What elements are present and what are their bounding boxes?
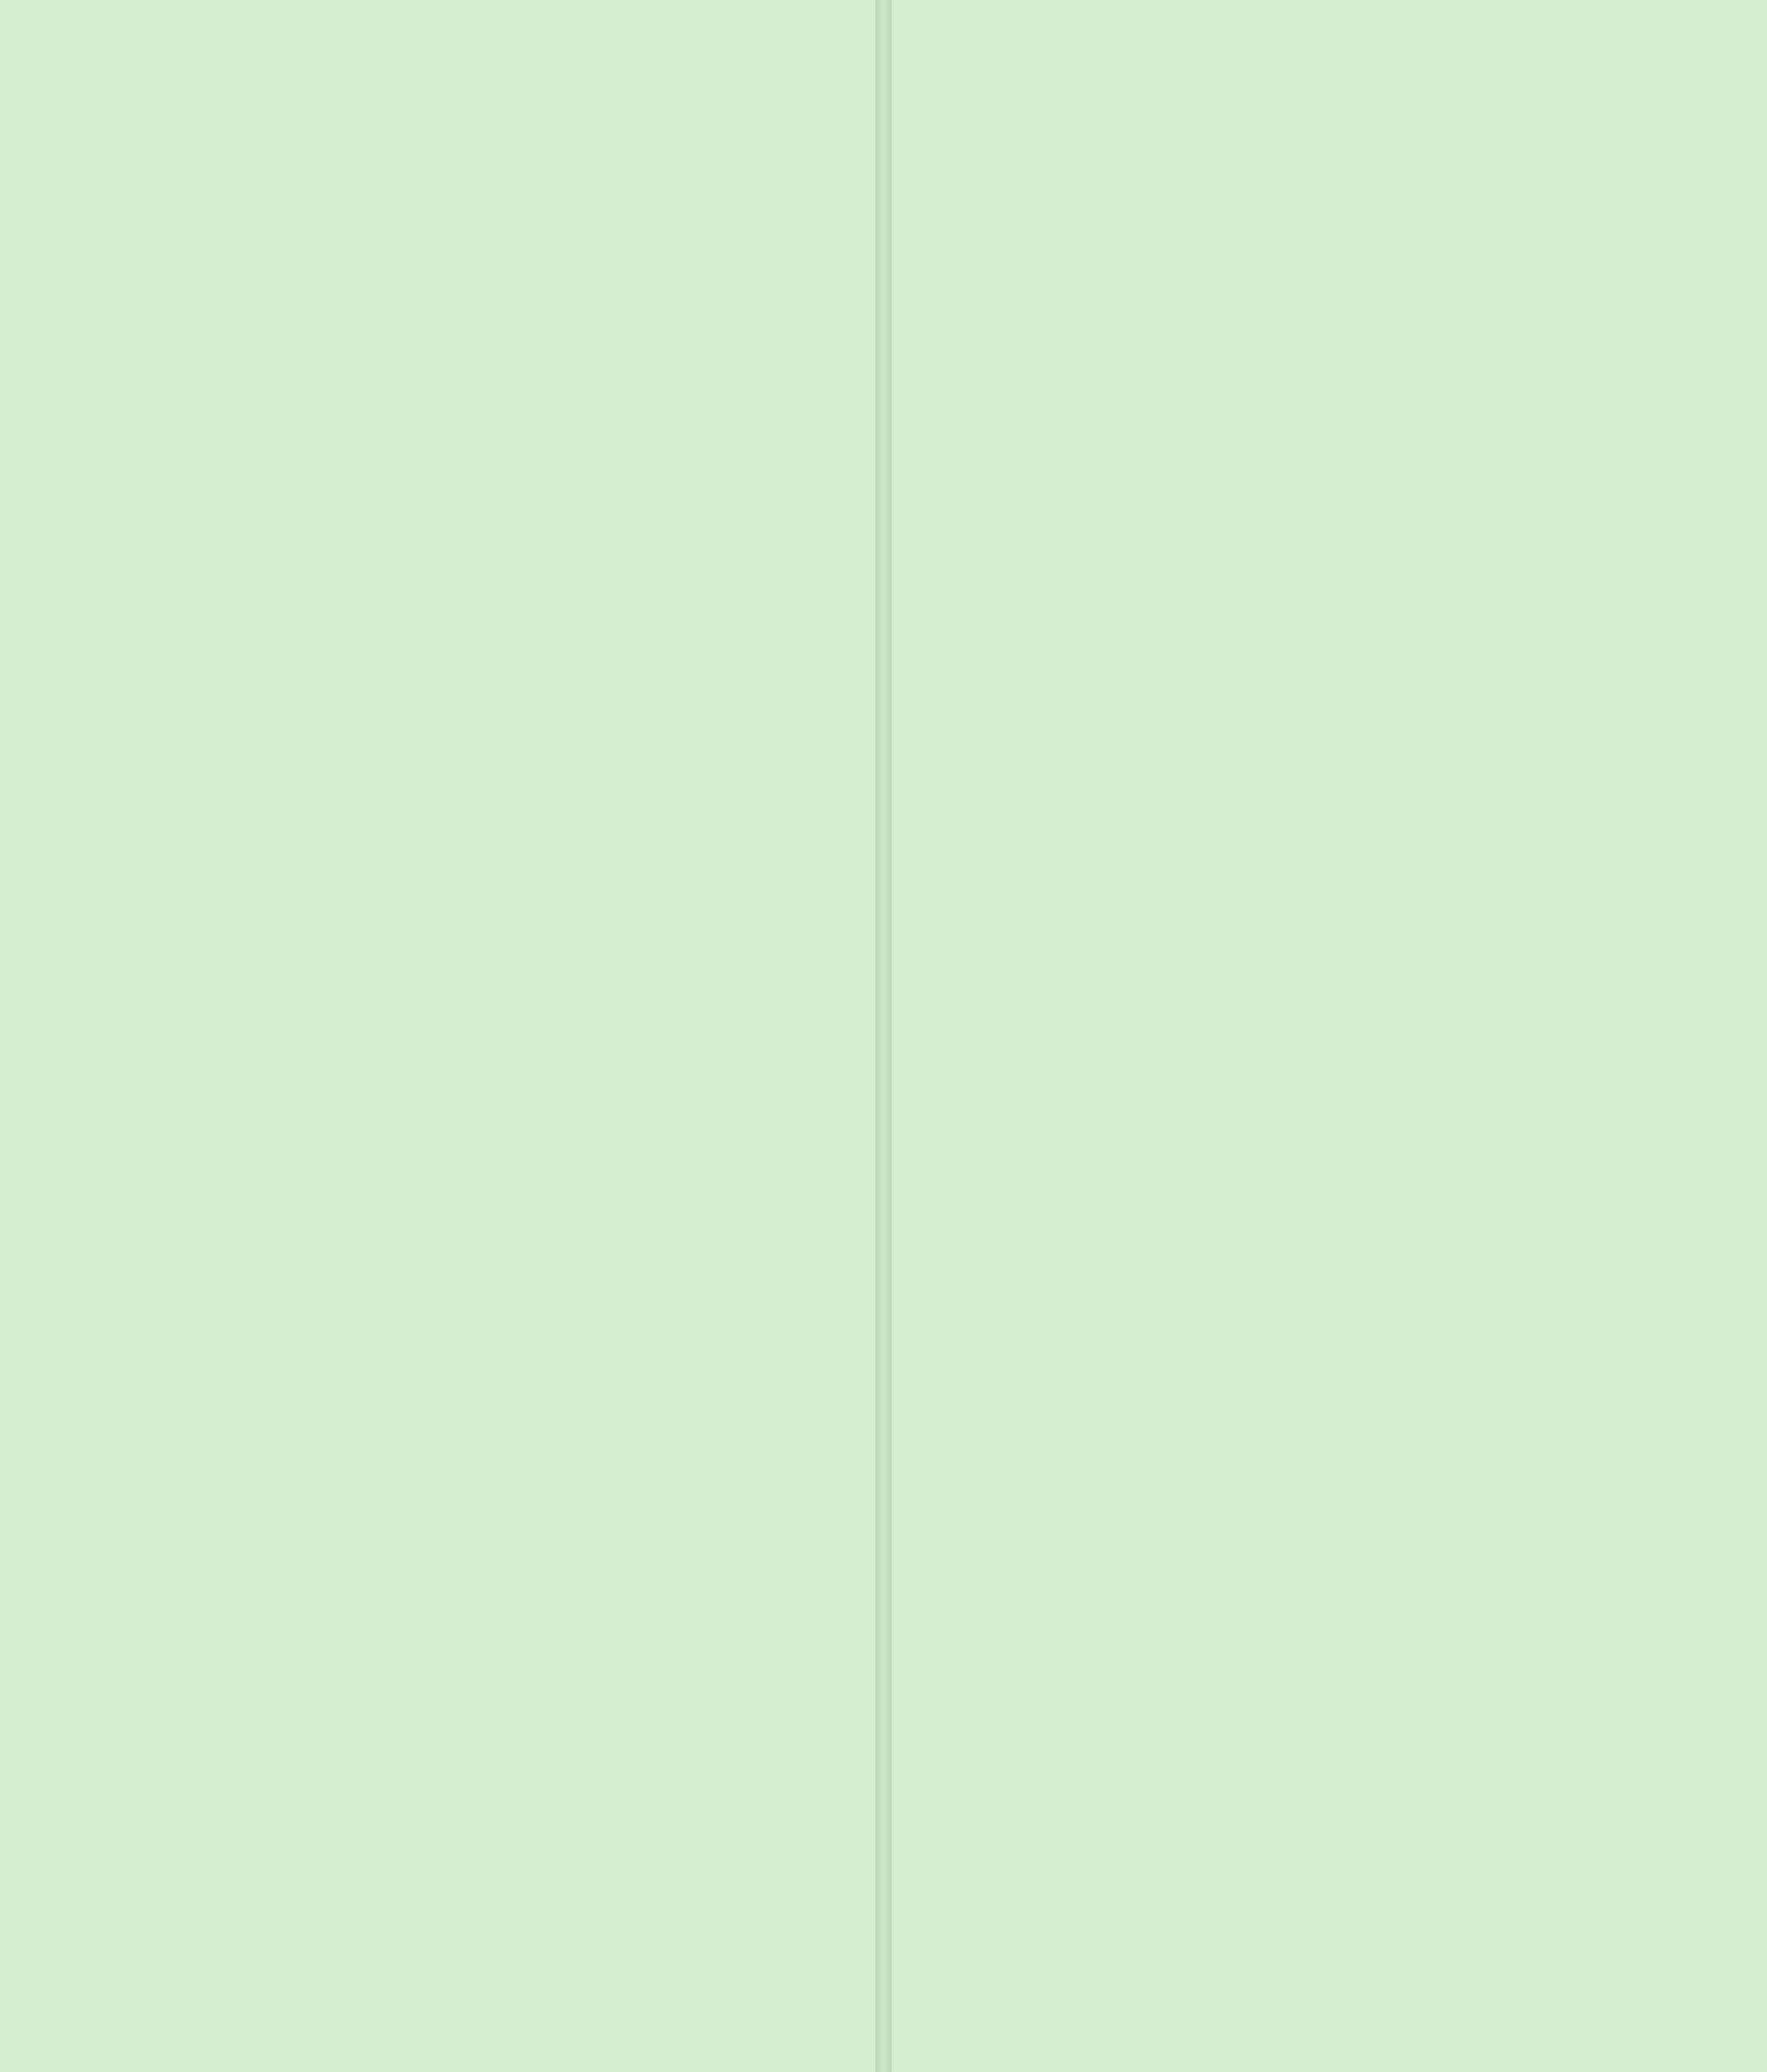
card-fold (875, 0, 892, 2072)
panel-8 (0, 0, 875, 2072)
panel-9 (892, 0, 1767, 2072)
